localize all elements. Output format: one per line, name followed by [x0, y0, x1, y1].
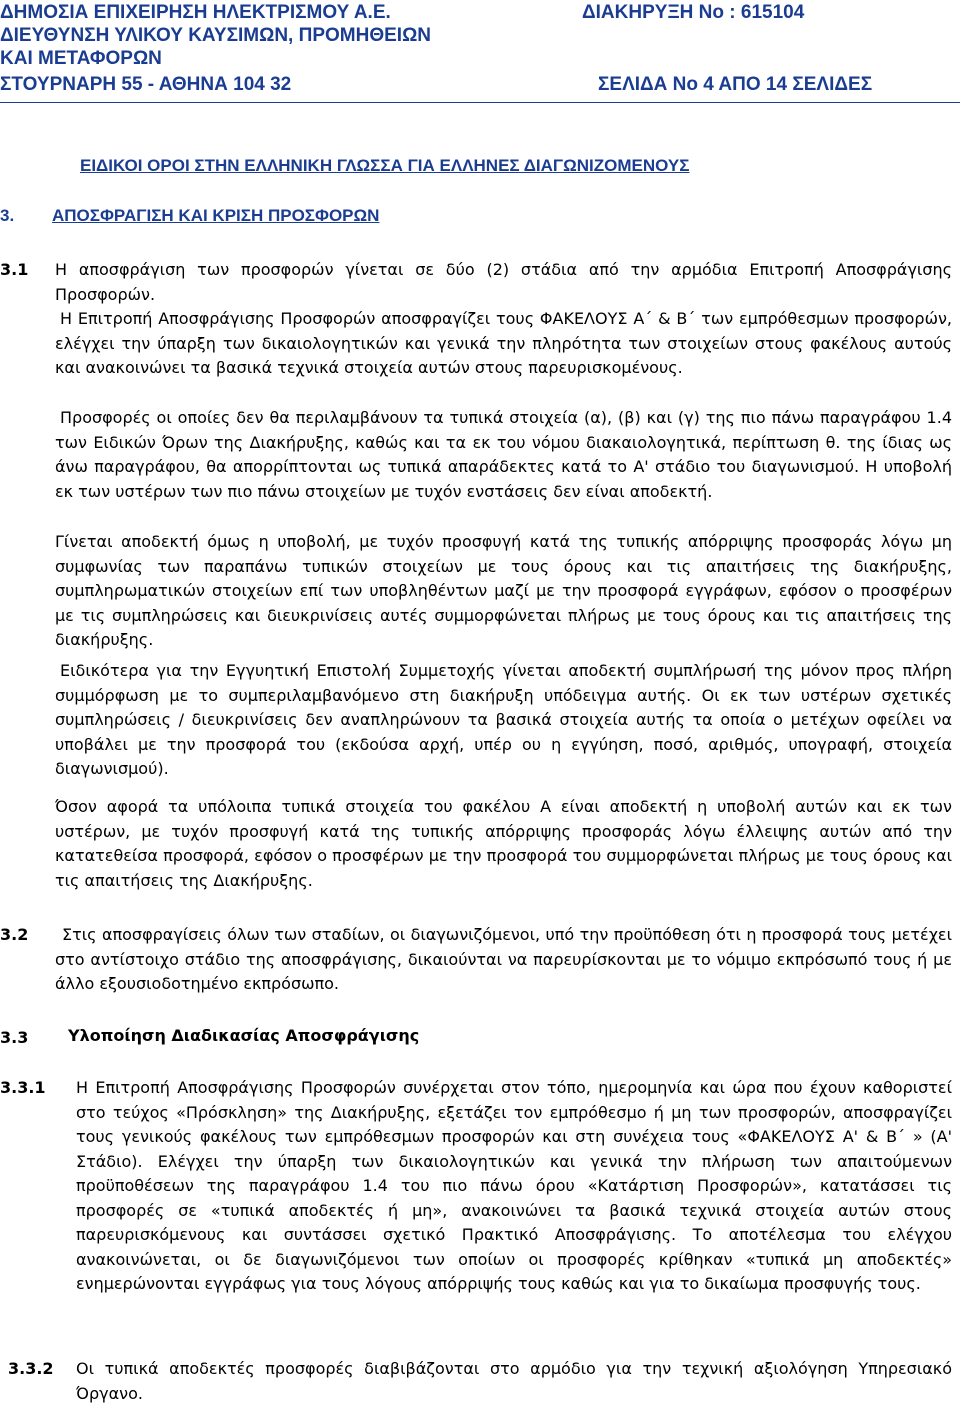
page-number: ΣΕΛΙΔΑ Νο 4 ΑΠΟ 14 ΣΕΛΙΔΕΣ	[598, 74, 873, 95]
tender-number: ΔΙΑΚΗΡΥΞΗ Νο : 615104	[582, 2, 805, 23]
section-3-number: 3.	[0, 206, 15, 225]
document-title: ΕΙΔΙΚΟΙ ΟΡΟΙ ΣΤΗΝ ΕΛΛΗΝΙΚΗ ΓΛΩΣΣΑ ΓΙΑ ΕΛΛΗΝΕΣ ΔΙΑΓΩΝΙΖΟΜΕΝΟΥΣ	[80, 156, 690, 175]
section-3-3-1-number: 3.3.1	[0, 1078, 46, 1097]
section-3-1-para-1: Η Επιτροπή Αποσφράγισης Προσφορών αποσφραγίζει τους ΦΑΚΕΛΟΥΣ Α΄ & Β΄ των εμπρόθεσμων προσφορών, ελέγχει την ύπαρξη των δικαιολογητικών και γενικά την πληρότητα των στοιχείων στους φακέλους αυτούς και ανακοινώνει τα βασικά τεχνικά στοιχεία αυτών στους παρευρισκομένους.	[55, 309, 952, 377]
section-3-title: ΑΠΟΣΦΡΑΓΙΣΗ ΚΑΙ ΚΡΙΣΗ ΠΡΟΣΦΟΡΩΝ	[52, 206, 380, 225]
section-3-1-intro: Η αποσφράγιση των προσφορών γίνεται σε δύο (2) στάδια από την αρμόδια Επιτροπή Αποσφράγισης Προσφορών.	[55, 260, 952, 304]
section-3-2-number: 3.2	[0, 925, 29, 944]
section-3-1-number: 3.1	[0, 260, 29, 279]
section-3-1-para-3: Γίνεται αποδεκτή όμως η υποβολή, με τυχόν προσφυγή κατά της τυπικής απόρριψης προσφοράς λόγω μη συμφωνίας των παραπάνω τυπικών στοιχείων με τους όρους και τις απαιτήσεις της διακήρυξης, συμπληρωματικών στοιχείων επί των υποβληθέντων μαζί με την προσφορά εγγράφων, εφόσον ο προσφέρων με τις συμπληρώσεις και διευκρινίσεις αυτές συμμορφώνεται πλήρως με τους όρους και τις απαιτήσεις της διακήρυξης.	[55, 532, 952, 649]
section-3-1-para-2: Προσφορές οι οποίες δεν θα περιλαμβάνουν τα τυπικά στοιχεία (α), (β) και (γ) της πιο πάνω παραγράφου 1.4 των Ειδικών Όρων της Διακήρυξης, καθώς και τα εκ του νόμου διακαιολογητικά, περίπτωση θ. της ίδιας ως άνω παραγράφου, θα απορρίπτονται ως τυπικά απαράδεκτες κατά το Α' στάδιο του διαγωνισμού. Η υποβολή εκ των υστέρων των πιο πάνω στοιχείων με τυχόν ενστάσεις δεν είναι αποδεκτή.	[55, 408, 952, 501]
company-name: ΔΗΜΟΣΙΑ ΕΠΙΧΕΙΡΗΣΗ ΗΛΕΚΤΡΙΣΜΟΥ Α.Ε.	[0, 2, 391, 23]
section-3-1-para-4: Ειδικότερα για την Εγγυητική Επιστολή Συμμετοχής γίνεται αποδεκτή συμπλήρωσή της μόνον προς πλήρη συμμόρφωση με το συμπεριλαμβανόμενο στη διακήρυξη υπόδειγμα αυτής. Οι εκ των υστέρων σχετικές συμπληρώσεις / διευκρινίσεις δεν αναπληρώνουν τα βασικά στοιχεία αυτής τα οποία ο μετέχων οφείλει να υποβάλει με την προσφορά του (εκδούσα αρχή, υπέρ ου η εγγύηση, ποσό, αριθμός, υπογραφή, στοιχεία διαγωνισμού).	[55, 661, 952, 778]
address: ΣΤΟΥΡΝΑΡΗ 55 - ΑΘΗΝΑ 104 32	[0, 74, 292, 95]
section-3-3-number: 3.3	[0, 1028, 29, 1047]
section-3-3-2-text: Οι τυπικά αποδεκτές προσφορές διαβιβάζονται στο αρμόδιο για την τεχνική αξιολόγηση Υπηρεσιακό Όργανο.	[76, 1359, 952, 1403]
section-3-3-2-number: 3.3.2	[8, 1359, 54, 1378]
section-3-2-text: Στις αποσφραγίσεις όλων των σταδίων, οι διαγωνιζόμενοι, υπό την προϋπόθεση ότι η προσφορά τους μετέχει στο αντίστοιχο στάδιο της αποσφράγισης, δικαιούνται να παρευρίσκονται με το νόμιμο εκπρόσωπό τους ή με άλλο εξουσιοδοτημένο εκπρόσωπο.	[55, 925, 952, 993]
section-3-3-title: Υλοποίηση Διαδικασίας Αποσφράγισης	[68, 1026, 420, 1045]
section-3-3-1-text: Η Επιτροπή Αποσφράγισης Προσφορών συνέρχεται στον τόπο, ημερομηνία και ώρα που έχουν καθοριστεί στο τεύχος «Πρόσκληση» της Διακήρυξης, εξετάζει τον εμπρόθεσμο ή μη των προσφορών, αποσφραγίζει τους γενικούς φακέλους των εμπρόθεσμων προσφορών και στη συνέχεια τους «ΦΑΚΕΛΟΥΣ Α' & Β΄ » (Α' Στάδιο). Ελέγχει την ύπαρξη των δικαιολογητικών και γενικά την πλήρωση των απαιτούμενων προϋποθέσεων της παραγράφου 1.4 του πιο πάνω όρου «Κατάρτιση Προσφορών», κατατάσσει τις προσφορές σε «τυπικά αποδεκτές ή μη», ανακοινώνει τα βασικά τεχνικά στοιχεία αυτών στους παρευρισκόμενους και συντάσσει σχετικό Πρακτικό Αποσφράγισης. Το αποτέλεσμα του ελέγχου ανακοινώνεται, οι δε διαγωνιζόμενοι των οποίων οι προσφορές κρίθηκαν «τυπικά μη αποδεκτές» ενημερώνονται εγγράφως για τους λόγους απόρριψής τους καθώς και για το δικαίωμα προσφυγής τους.	[76, 1078, 952, 1293]
header-rule	[0, 102, 960, 103]
directorate-line1: ΔΙΕΥΘΥΝΣΗ ΥΛΙΚΟΥ ΚΑΥΣΙΜΩΝ, ΠΡΟΜΗΘΕΙΩΝ	[0, 25, 432, 46]
directorate-line2: ΚΑΙ ΜΕΤΑΦΟΡΩΝ	[0, 48, 162, 69]
section-3-1-para-5: Όσον αφορά τα υπόλοιπα τυπικά στοιχεία του φακέλου Α είναι αποδεκτή η υποβολή αυτών και εκ των υστέρων, με τυχόν προσφυγή κατά της τυπικής απόρριψης προσφοράς λόγω έλλειψης αυτών από την κατατεθείσα προσφορά, εφόσον ο προσφέρων με την προσφορά του συμμορφώνεται πλήρως με τους όρους και τις απαιτήσεις της Διακήρυξης.	[55, 797, 952, 890]
